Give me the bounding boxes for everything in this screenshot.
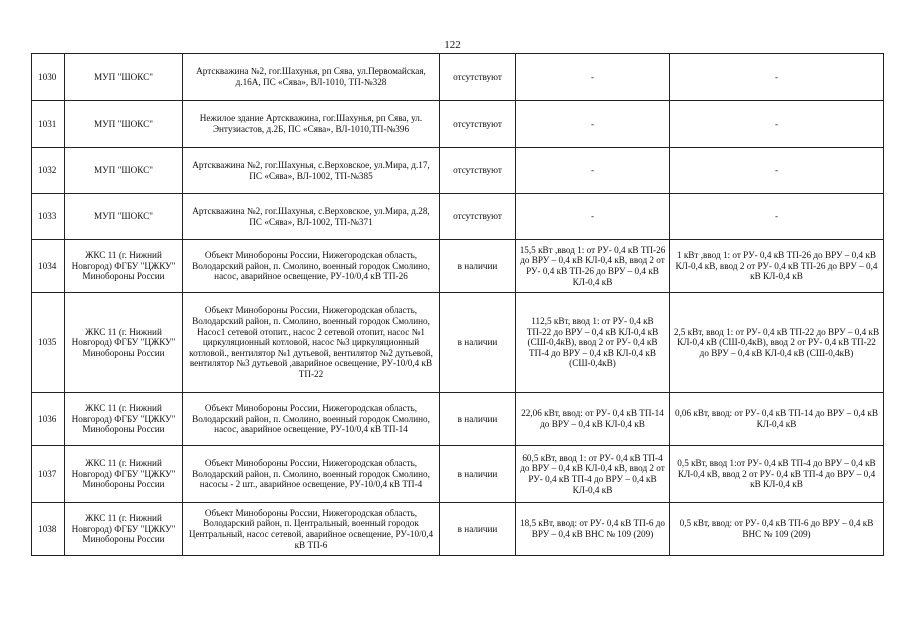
organization-cell: МУП "ШОКС" bbox=[65, 148, 183, 194]
status-cell: отсутствуют bbox=[440, 148, 516, 194]
power-cell: - bbox=[516, 148, 670, 194]
emergency-power-cell: - bbox=[670, 194, 884, 240]
object-description-cell: Объект Минобороны России, Нижегородская область, Володарский район, п. Смолино, военный городок Смолино, насос, аварийное освещение, РУ-10/0,4 кВ ТП-14 bbox=[183, 393, 440, 446]
row-number: 1037 bbox=[32, 446, 65, 503]
row-number: 1036 bbox=[32, 393, 65, 446]
emergency-power-cell: 2,5 кВт, ввод 1: от РУ- 0,4 кВ ТП-22 до ВРУ – 0,4 кВ КЛ-0,4 кВ (СШ-0,4кВ), ввод 2 от РУ- 0,4 кВ ТП-22 до ВРУ – 0,4 кВ КЛ-0,4 кВ (СШ-0,4кВ) bbox=[670, 293, 884, 393]
object-description-cell: Объект Минобороны России, Нижегородская область, Володарский район, п. Смолино, военный городок Смолино, насос, аварийное освещение, РУ-10/0,4 кВ ТП-26 bbox=[183, 240, 440, 293]
power-cell: 112,5 кВт, ввод 1: от РУ- 0,4 кВ ТП-22 до ВРУ – 0,4 кВ КЛ-0,4 кВ (СШ-0,4кВ), ввод 2 от РУ- 0,4 кВ ТП-4 до ВРУ – 0,4 кВ КЛ-0,4 кВ (СШ-0,4кВ) bbox=[516, 293, 670, 393]
page-number: 122 bbox=[444, 39, 461, 51]
status-cell: в наличии bbox=[440, 240, 516, 293]
table-body bbox=[32, 54, 884, 556]
object-description-cell: Артскважина №2, гог.Шахунья, с.Верховское, ул.Мира, д.17, ПС «Сява», ВЛ-1002, ТП-№385 bbox=[183, 148, 440, 194]
emergency-power-cell: 0,5 кВт, ввод 1:от РУ- 0,4 кВ ТП-4 до ВРУ – 0,4 кВ КЛ-0,4 кВ, ввод 2 от РУ- 0,4 кВ ТП-4 до ВРУ – 0,4 кВ КЛ-0,4 кВ bbox=[670, 446, 884, 503]
status-cell: отсутствуют bbox=[440, 54, 516, 101]
power-cell: - bbox=[516, 54, 670, 101]
row-number: 1038 bbox=[32, 503, 65, 556]
table-row bbox=[32, 503, 884, 556]
status-cell: в наличии bbox=[440, 293, 516, 393]
table-row bbox=[32, 393, 884, 446]
emergency-power-cell: - bbox=[670, 148, 884, 194]
organization-cell: МУП "ШОКС" bbox=[65, 54, 183, 101]
row-number: 1031 bbox=[32, 101, 65, 148]
status-cell: в наличии bbox=[440, 393, 516, 446]
row-number: 1030 bbox=[32, 54, 65, 101]
organization-cell: ЖКС 11 (г. Нижний Новгород) ФГБУ "ЦЖКУ" Минобороны России bbox=[65, 393, 183, 446]
registry-table bbox=[31, 53, 884, 556]
emergency-power-cell: - bbox=[670, 54, 884, 101]
organization-cell: МУП "ШОКС" bbox=[65, 194, 183, 240]
status-cell: отсутствуют bbox=[440, 194, 516, 240]
organization-cell: ЖКС 11 (г. Нижний Новгород) ФГБУ "ЦЖКУ" Минобороны России bbox=[65, 503, 183, 556]
emergency-power-cell: 0,06 кВт, ввод: от РУ- 0,4 кВ ТП-14 до ВРУ – 0,4 кВ КЛ-0,4 кВ bbox=[670, 393, 884, 446]
object-description-cell: Объект Минобороны России, Нижегородская область, Володарский район, п. Смолино, военный городок Смолино, насосы - 2 шт., аварийное освещение, РУ-10/0,4 кВ ТП-4 bbox=[183, 446, 440, 503]
power-cell: 15,5 кВт ,ввод 1: от РУ- 0,4 кВ ТП-26 до ВРУ – 0,4 кВ КЛ-0,4 кВ, ввод 2 от РУ- 0,4 кВ ТП-26 до ВРУ – 0,4 кВ КЛ-0,4 кВ bbox=[516, 240, 670, 293]
object-description-cell: Нежилое здание Артскважина, гог.Шахунья, рп Сява, ул. Энтузиастов, д.2Б, ПС «Сява», ВЛ-1010,ТП-№396 bbox=[183, 101, 440, 148]
organization-cell: ЖКС 11 (г. Нижний Новгород) ФГБУ "ЦЖКУ" Минобороны России bbox=[65, 240, 183, 293]
status-cell: отсутствуют bbox=[440, 101, 516, 148]
row-number: 1034 bbox=[32, 240, 65, 293]
organization-cell: ЖКС 11 (г. Нижний Новгород) ФГБУ "ЦЖКУ" Минобороны России bbox=[65, 293, 183, 393]
status-cell: в наличии bbox=[440, 503, 516, 556]
table-row bbox=[32, 54, 884, 101]
row-number: 1032 bbox=[32, 148, 65, 194]
power-cell: - bbox=[516, 194, 670, 240]
power-cell: 60,5 кВт, ввод 1: от РУ- 0,4 кВ ТП-4 до ВРУ – 0,4 кВ КЛ-0,4 кВ, ввод 2 от РУ- 0,4 кВ ТП-4 до ВРУ – 0,4 кВ КЛ-0,4 кВ bbox=[516, 446, 670, 503]
emergency-power-cell: 0,5 кВт, ввод: от РУ- 0,4 кВ ТП-6 до ВРУ – 0,4 кВ ВНС № 109 (209) bbox=[670, 503, 884, 556]
power-cell: 18,5 кВт, ввод: от РУ- 0,4 кВ ТП-6 до ВРУ – 0,4 кВ ВНС № 109 (209) bbox=[516, 503, 670, 556]
row-number: 1033 bbox=[32, 194, 65, 240]
organization-cell: ЖКС 11 (г. Нижний Новгород) ФГБУ "ЦЖКУ" Минобороны России bbox=[65, 446, 183, 503]
object-description-cell: Объект Минобороны России, Нижегородская область, Володарский район, п. Смолино, военный городок Смолино, Насос1 сетевой отопит., насос 2 сетевой отопит, насос №1 циркуляционный котловой, насос №3 циркуляционный котловой., вентилятор №1 дутьевой, вентилятор №2 дутьевой, вентилятор №3 дутьевой ,аварийное освещение, РУ-10/0,4 кВ ТП-22 bbox=[183, 293, 440, 393]
status-cell: в наличии bbox=[440, 446, 516, 503]
power-cell: 22,06 кВт, ввод: от РУ- 0,4 кВ ТП-14 до ВРУ – 0,4 кВ КЛ-0,4 кВ bbox=[516, 393, 670, 446]
table-row bbox=[32, 240, 884, 293]
table-row bbox=[32, 446, 884, 503]
table-row bbox=[32, 148, 884, 194]
table-row bbox=[32, 194, 884, 240]
object-description-cell: Артскважина №2, гог.Шахунья, с.Верховское, ул.Мира, д.28, ПС «Сява», ВЛ-1002, ТП-№371 bbox=[183, 194, 440, 240]
object-description-cell: Артскважина №2, гог.Шахунья, рп Сява, ул.Первомайская, д.16А, ПС «Сява», ВЛ-1010, ТП-№328 bbox=[183, 54, 440, 101]
emergency-power-cell: 1 кВт ,ввод 1: от РУ- 0,4 кВ ТП-26 до ВРУ – 0,4 кВ КЛ-0,4 кВ, ввод 2 от РУ- 0,4 кВ ТП-26 до ВРУ – 0,4 кВ КЛ-0,4 кВ bbox=[670, 240, 884, 293]
object-description-cell: Объект Минобороны России, Нижегородская область, Володарский район, п. Центральный, военный городок Центральный, насос сетевой, аварийное освещение, РУ-10/0,4 кВ ТП-6 bbox=[183, 503, 440, 556]
table-row bbox=[32, 293, 884, 393]
organization-cell: МУП "ШОКС" bbox=[65, 101, 183, 148]
power-cell: - bbox=[516, 101, 670, 148]
row-number: 1035 bbox=[32, 293, 65, 393]
emergency-power-cell: - bbox=[670, 101, 884, 148]
table-row bbox=[32, 101, 884, 148]
